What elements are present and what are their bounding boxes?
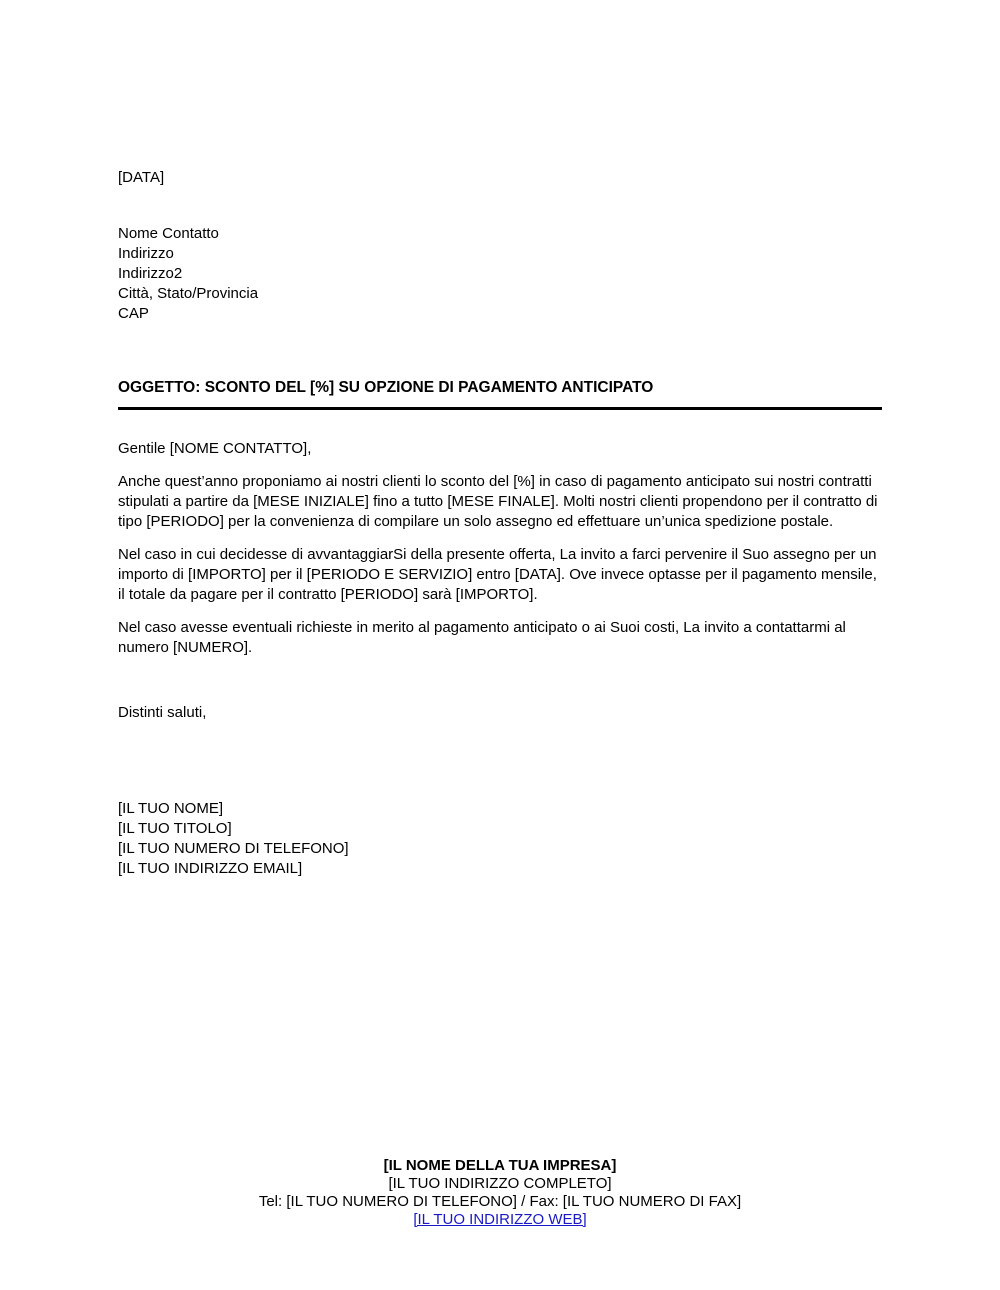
body-paragraph-2: Nel caso in cui decidesse di avvantaggiarSi della presente offerta, La invito a farci pervenire il Suo assegno per un importo di [IMPORTO] per il [PERIODO E SERVIZIO] entro [DATA]. Ove invece optasse per il pagamento mensile, il totale da pagare per il contratto [PERIODO] sarà [IMPORTO]. [118,546,877,603]
body-paragraph-1: Anche quest’anno proponiamo ai nostri clienti lo sconto del [%] in caso di pagamento anticipato sui nostri contratti stipulati a partire da [MESE INIZIALE] fino a tutto [MESE FINALE]. Molti nostri clienti propendono per il contratto di tipo [PERIODO] per la convenienza di compilare un solo assegno ed effettuare un’unica spedizione postale. [118,473,878,530]
footer-company-name: [IL NOME DELLA TUA IMPRESA] [383,1157,617,1174]
letter-footer [0,1157,1000,1229]
letter-page [118,0,882,879]
footer-phone-fax: Tel: [IL TUO NUMERO DI TELEFONO] / Fax: [IL TUO NUMERO DI FAX] [258,1193,742,1210]
signature-block [118,799,882,879]
signature-title-placeholder: [IL TUO TITOLO] [118,820,232,837]
recipient-city-state-province: Città, Stato/Provincia [118,285,259,302]
subject-divider [118,407,882,410]
recipient-address1: Indirizzo [118,245,174,262]
date-placeholder: [DATA] [118,169,165,186]
subject-block [118,378,882,410]
recipient-address2: Indirizzo2 [118,265,183,282]
closing-line: Distinti saluti, [118,704,207,721]
recipient-block [118,224,882,324]
signature-email-placeholder: [IL TUO INDIRIZZO EMAIL] [118,860,303,877]
recipient-name: Nome Contatto [118,225,219,242]
salutation: Gentile [NOME CONTATTO], [118,440,312,457]
body-paragraph-3: Nel caso avesse eventuali richieste in merito al pagamento anticipato o ai Suoi costi, La invito a contattarmi al numero [NUMERO]. [118,619,846,656]
footer-website-link[interactable]: [IL TUO INDIRIZZO WEB] [413,1211,587,1228]
signature-phone-placeholder: [IL TUO NUMERO DI TELEFONO] [118,840,349,857]
signature-name-placeholder: [IL TUO NOME] [118,800,224,817]
subject-line: OGGETTO: SCONTO DEL [%] SU OPZIONE DI PAGAMENTO ANTICIPATO [118,379,654,396]
footer-address: [IL TUO INDIRIZZO COMPLETO] [388,1175,612,1192]
recipient-postal-code: CAP [118,305,149,322]
